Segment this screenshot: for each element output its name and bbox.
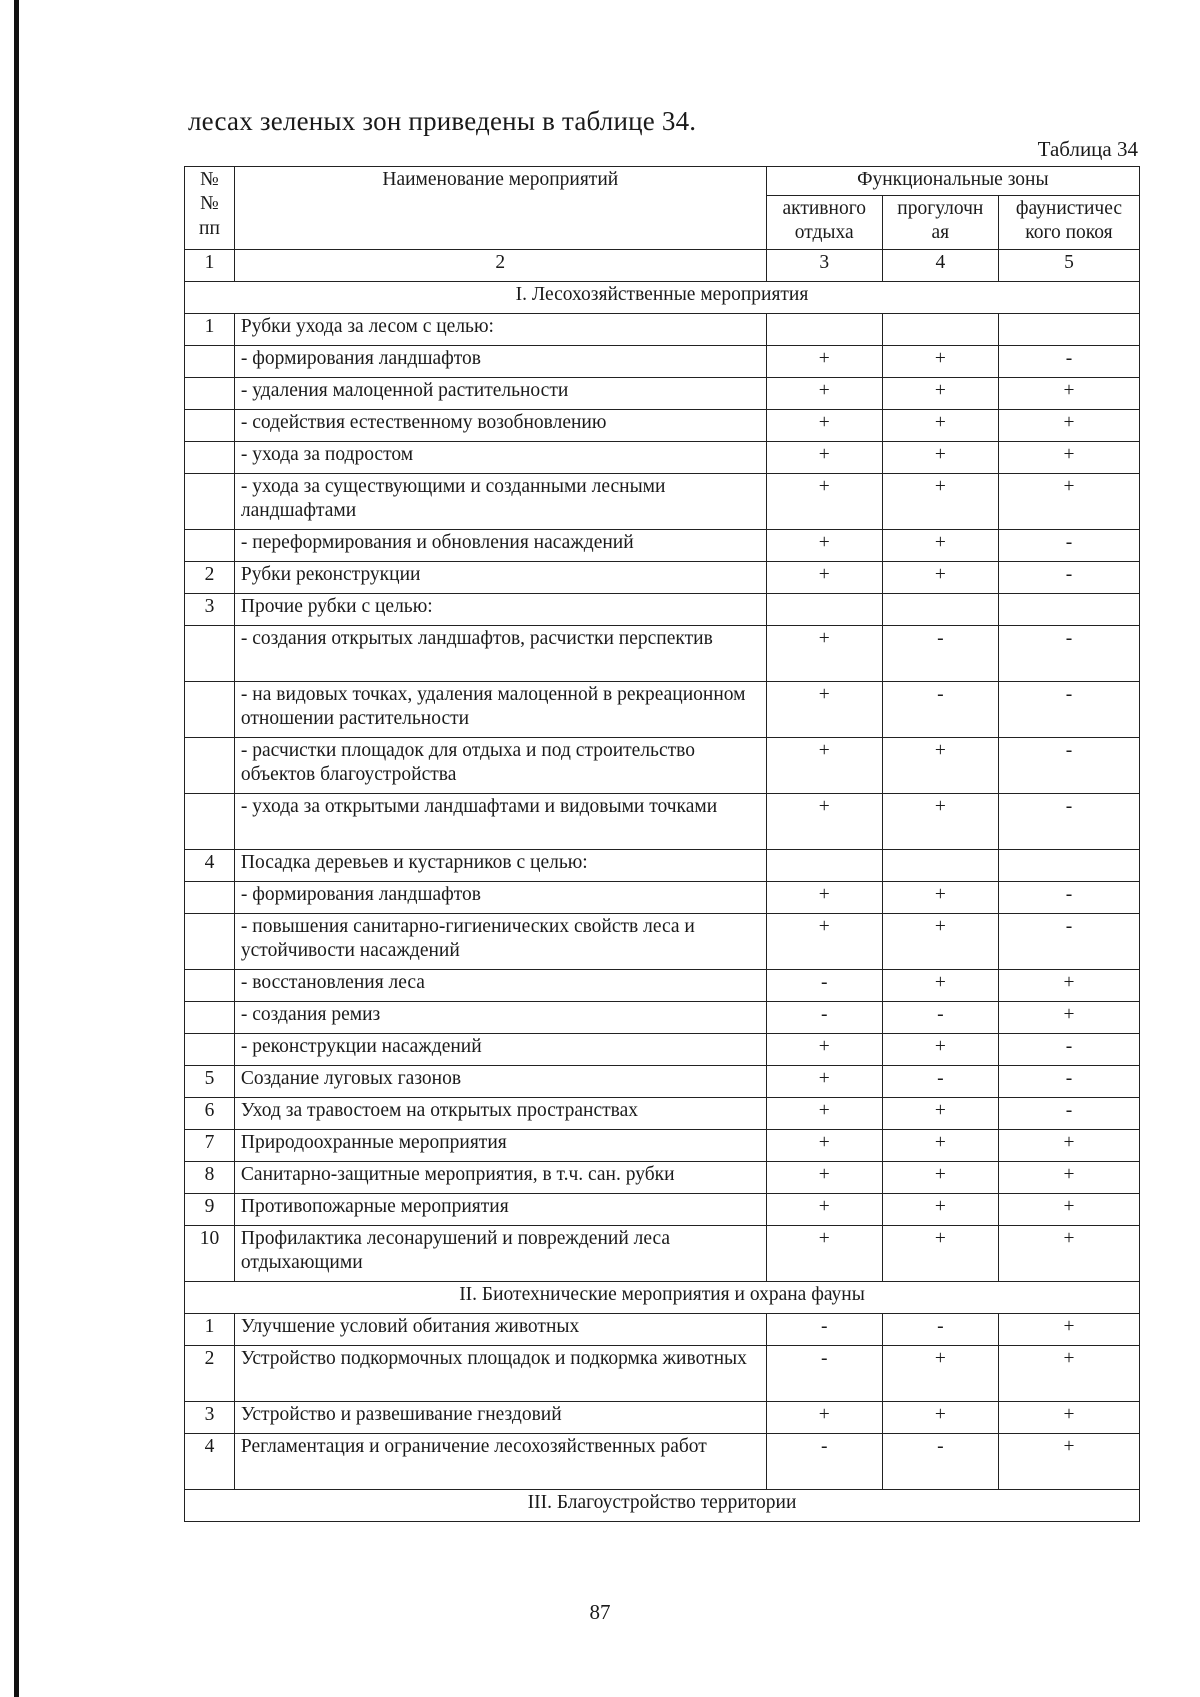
row-number: 5 bbox=[185, 1066, 235, 1098]
zone-walking-mark: + bbox=[882, 562, 998, 594]
zone-active-mark: + bbox=[766, 1066, 882, 1098]
row-number bbox=[185, 914, 235, 970]
zone-active-mark: + bbox=[766, 378, 882, 410]
table-row bbox=[185, 1346, 1140, 1402]
header-zone-active: активного отдыха bbox=[766, 196, 882, 250]
zone-walking-mark: + bbox=[882, 738, 998, 794]
row-number bbox=[185, 682, 235, 738]
table-row bbox=[185, 682, 1140, 738]
zone-walking-mark bbox=[882, 314, 998, 346]
row-name: - расчистки площадок для отдыха и под строительство объектов благоустройства bbox=[234, 738, 766, 794]
zone-active-mark: + bbox=[766, 1194, 882, 1226]
zone-active-mark: + bbox=[766, 530, 882, 562]
zone-fauna-mark: - bbox=[998, 1034, 1139, 1066]
row-number: 8 bbox=[185, 1162, 235, 1194]
row-number bbox=[185, 530, 235, 562]
zone-active-mark: + bbox=[766, 442, 882, 474]
zone-walking-mark: + bbox=[882, 410, 998, 442]
zone-walking-mark: - bbox=[882, 1434, 998, 1490]
row-name: Природоохранные мероприятия bbox=[234, 1130, 766, 1162]
zone-fauna-mark: - bbox=[998, 682, 1139, 738]
section-row bbox=[185, 282, 1140, 314]
table-row bbox=[185, 346, 1140, 378]
zone-walking-mark: + bbox=[882, 794, 998, 850]
row-name: - создания открытых ландшафтов, расчистки перспектив bbox=[234, 626, 766, 682]
row-number bbox=[185, 626, 235, 682]
row-name: - ухода за подростом bbox=[234, 442, 766, 474]
table-row bbox=[185, 378, 1140, 410]
table-row bbox=[185, 1034, 1140, 1066]
zone-active-mark: + bbox=[766, 1098, 882, 1130]
zone-active-mark bbox=[766, 850, 882, 882]
zone-active-mark: - bbox=[766, 970, 882, 1002]
table-row bbox=[185, 914, 1140, 970]
row-number: 2 bbox=[185, 1346, 235, 1402]
row-name: Профилактика лесонарушений и повреждений леса отдыхающими bbox=[234, 1226, 766, 1282]
table-row bbox=[185, 314, 1140, 346]
col-number: 1 bbox=[185, 250, 235, 282]
zone-walking-mark: + bbox=[882, 914, 998, 970]
zone-walking-mark: + bbox=[882, 1098, 998, 1130]
table-row bbox=[185, 626, 1140, 682]
table-row bbox=[185, 850, 1140, 882]
zone-walking-mark: - bbox=[882, 1314, 998, 1346]
row-number bbox=[185, 410, 235, 442]
zone-walking-mark: + bbox=[882, 1130, 998, 1162]
page-number: 87 bbox=[589, 1600, 611, 1624]
table-row bbox=[185, 1002, 1140, 1034]
zone-walking-mark: + bbox=[882, 1162, 998, 1194]
zone-walking-mark bbox=[882, 594, 998, 626]
zone-active-mark: + bbox=[766, 1402, 882, 1434]
row-name: - восстановления леса bbox=[234, 970, 766, 1002]
table-row bbox=[185, 410, 1140, 442]
zone-fauna-mark bbox=[998, 314, 1139, 346]
zone-fauna-mark: + bbox=[998, 410, 1139, 442]
zone-active-mark: - bbox=[766, 1002, 882, 1034]
table-row bbox=[185, 442, 1140, 474]
scan-edge-line bbox=[14, 0, 19, 1697]
header-zones: Функциональные зоны bbox=[766, 167, 1139, 196]
table-row bbox=[185, 594, 1140, 626]
section-title: I. Лесохозяйственные мероприятия bbox=[185, 282, 1140, 314]
zone-active-mark: - bbox=[766, 1434, 882, 1490]
zone-walking-mark: + bbox=[882, 1226, 998, 1282]
row-number: 9 bbox=[185, 1194, 235, 1226]
row-number: 4 bbox=[185, 1434, 235, 1490]
row-name: Регламентация и ограничение лесохозяйственных работ bbox=[234, 1434, 766, 1490]
zone-walking-mark: + bbox=[882, 970, 998, 1002]
zone-fauna-mark: + bbox=[998, 1314, 1139, 1346]
row-number bbox=[185, 474, 235, 530]
row-number: 2 bbox=[185, 562, 235, 594]
table-row bbox=[185, 794, 1140, 850]
zone-fauna-mark: - bbox=[998, 530, 1139, 562]
row-name: Прочие рубки с целью: bbox=[234, 594, 766, 626]
zone-active-mark: + bbox=[766, 1130, 882, 1162]
zone-walking-mark: + bbox=[882, 1034, 998, 1066]
table-row bbox=[185, 1226, 1140, 1282]
row-number: 4 bbox=[185, 850, 235, 882]
zone-fauna-mark: - bbox=[998, 346, 1139, 378]
zone-fauna-mark bbox=[998, 594, 1139, 626]
zone-fauna-mark: + bbox=[998, 474, 1139, 530]
row-number: 10 bbox=[185, 1226, 235, 1282]
row-name: - создания ремиз bbox=[234, 1002, 766, 1034]
table-row bbox=[185, 1098, 1140, 1130]
row-number bbox=[185, 738, 235, 794]
row-number: 3 bbox=[185, 594, 235, 626]
row-name: - реконструкции насаждений bbox=[234, 1034, 766, 1066]
section-row bbox=[185, 1490, 1140, 1522]
zone-active-mark: + bbox=[766, 1226, 882, 1282]
zone-active-mark bbox=[766, 594, 882, 626]
zone-walking-mark bbox=[882, 850, 998, 882]
section-title: III. Благоустройство территории bbox=[185, 1490, 1140, 1522]
zone-fauna-mark: - bbox=[998, 562, 1139, 594]
row-number: 7 bbox=[185, 1130, 235, 1162]
header-zone-fauna: фаунистичес кого покоя bbox=[998, 196, 1139, 250]
zone-fauna-mark: + bbox=[998, 970, 1139, 1002]
row-name: - ухода за существующими и созданными лесными ландшафтами bbox=[234, 474, 766, 530]
col-number: 4 bbox=[882, 250, 998, 282]
row-number: 1 bbox=[185, 1314, 235, 1346]
row-name: Посадка деревьев и кустарников с целью: bbox=[234, 850, 766, 882]
table-row bbox=[185, 882, 1140, 914]
zone-walking-mark: + bbox=[882, 378, 998, 410]
row-name: - формирования ландшафтов bbox=[234, 346, 766, 378]
section-title: II. Биотехнические мероприятия и охрана фауны bbox=[185, 1282, 1140, 1314]
zone-walking-mark: + bbox=[882, 474, 998, 530]
row-name: Улучшение условий обитания животных bbox=[234, 1314, 766, 1346]
table-row bbox=[185, 1162, 1140, 1194]
row-number bbox=[185, 882, 235, 914]
column-number-row bbox=[185, 250, 1140, 282]
zone-active-mark: + bbox=[766, 1034, 882, 1066]
zone-fauna-mark: + bbox=[998, 378, 1139, 410]
table-row bbox=[185, 1066, 1140, 1098]
row-name: Противопожарные мероприятия bbox=[234, 1194, 766, 1226]
table-row bbox=[185, 1314, 1140, 1346]
col-number: 5 bbox=[998, 250, 1139, 282]
zone-fauna-mark: + bbox=[998, 1434, 1139, 1490]
row-name: Рубки реконструкции bbox=[234, 562, 766, 594]
row-number: 6 bbox=[185, 1098, 235, 1130]
zone-active-mark: + bbox=[766, 626, 882, 682]
zone-walking-mark: + bbox=[882, 442, 998, 474]
zone-fauna-mark: - bbox=[998, 882, 1139, 914]
zone-fauna-mark: + bbox=[998, 1402, 1139, 1434]
zone-fauna-mark bbox=[998, 850, 1139, 882]
header-zone-walking: прогулочн ая bbox=[882, 196, 998, 250]
zone-fauna-mark: + bbox=[998, 1346, 1139, 1402]
row-number: 1 bbox=[185, 314, 235, 346]
header-name: Наименование мероприятий bbox=[234, 167, 766, 250]
zone-active-mark: + bbox=[766, 410, 882, 442]
zone-active-mark: + bbox=[766, 794, 882, 850]
table-row bbox=[185, 530, 1140, 562]
row-number bbox=[185, 794, 235, 850]
zone-walking-mark: + bbox=[882, 346, 998, 378]
zone-fauna-mark: + bbox=[998, 442, 1139, 474]
zone-fauna-mark: - bbox=[998, 1066, 1139, 1098]
zone-walking-mark: - bbox=[882, 682, 998, 738]
zone-walking-mark: - bbox=[882, 626, 998, 682]
row-name: Рубки ухода за лесом с целью: bbox=[234, 314, 766, 346]
zone-active-mark: + bbox=[766, 738, 882, 794]
zone-walking-mark: + bbox=[882, 882, 998, 914]
zone-active-mark: + bbox=[766, 346, 882, 378]
zone-fauna-mark: - bbox=[998, 914, 1139, 970]
col-number: 2 bbox=[234, 250, 766, 282]
zone-fauna-mark: + bbox=[998, 1162, 1139, 1194]
zone-fauna-mark: + bbox=[998, 1002, 1139, 1034]
zone-walking-mark: + bbox=[882, 530, 998, 562]
zone-fauna-mark: - bbox=[998, 738, 1139, 794]
row-name: Создание луговых газонов bbox=[234, 1066, 766, 1098]
table-row bbox=[185, 474, 1140, 530]
zone-walking-mark: + bbox=[882, 1194, 998, 1226]
zone-fauna-mark: - bbox=[998, 626, 1139, 682]
section-row bbox=[185, 1282, 1140, 1314]
row-name: - формирования ландшафтов bbox=[234, 882, 766, 914]
row-name: - повышения санитарно-гигиенических свойств леса и устойчивости насаждений bbox=[234, 914, 766, 970]
table-row bbox=[185, 970, 1140, 1002]
row-name: - переформирования и обновления насаждений bbox=[234, 530, 766, 562]
zone-fauna-mark: + bbox=[998, 1194, 1139, 1226]
zone-walking-mark: - bbox=[882, 1066, 998, 1098]
zone-active-mark: + bbox=[766, 914, 882, 970]
row-number bbox=[185, 970, 235, 1002]
header-row-1 bbox=[185, 167, 1140, 196]
row-number: 3 bbox=[185, 1402, 235, 1434]
table-caption: Таблица 34 bbox=[1037, 137, 1138, 161]
col-number: 3 bbox=[766, 250, 882, 282]
row-number bbox=[185, 1034, 235, 1066]
zone-active-mark: + bbox=[766, 1162, 882, 1194]
row-name: Устройство и развешивание гнездовий bbox=[234, 1402, 766, 1434]
table-row bbox=[185, 1402, 1140, 1434]
row-number bbox=[185, 1002, 235, 1034]
header-num: № № пп bbox=[185, 167, 235, 250]
row-name: - содействия естественному возобновлению bbox=[234, 410, 766, 442]
zone-walking-mark: + bbox=[882, 1346, 998, 1402]
zone-active-mark: + bbox=[766, 682, 882, 738]
zone-walking-mark: + bbox=[882, 1402, 998, 1434]
table-row bbox=[185, 1434, 1140, 1490]
row-name: - удаления малоценной растительности bbox=[234, 378, 766, 410]
intro-text: лесах зеленых зон приведены в таблице 34. bbox=[188, 106, 697, 136]
row-name: Санитарно-защитные мероприятия, в т.ч. сан. рубки bbox=[234, 1162, 766, 1194]
table-row bbox=[185, 1194, 1140, 1226]
row-number bbox=[185, 442, 235, 474]
zone-fauna-mark: + bbox=[998, 1130, 1139, 1162]
table-row bbox=[185, 562, 1140, 594]
zone-walking-mark: - bbox=[882, 1002, 998, 1034]
zone-fauna-mark: + bbox=[998, 1226, 1139, 1282]
row-name: Уход за травостоем на открытых пространствах bbox=[234, 1098, 766, 1130]
zone-fauna-mark: - bbox=[998, 1098, 1139, 1130]
row-number bbox=[185, 346, 235, 378]
row-name: Устройство подкормочных площадок и подкормка животных bbox=[234, 1346, 766, 1402]
zone-active-mark: + bbox=[766, 474, 882, 530]
zone-fauna-mark: - bbox=[998, 794, 1139, 850]
zone-active-mark: - bbox=[766, 1314, 882, 1346]
zone-active-mark: - bbox=[766, 1346, 882, 1402]
zone-active-mark: + bbox=[766, 562, 882, 594]
table-row bbox=[185, 1130, 1140, 1162]
table-row bbox=[185, 738, 1140, 794]
zone-active-mark bbox=[766, 314, 882, 346]
row-name: - ухода за открытыми ландшафтами и видовыми точками bbox=[234, 794, 766, 850]
zone-active-mark: + bbox=[766, 882, 882, 914]
row-number bbox=[185, 378, 235, 410]
measures-table bbox=[184, 166, 1140, 1522]
row-name: - на видовых точках, удаления малоценной в рекреационном отношении растительности bbox=[234, 682, 766, 738]
